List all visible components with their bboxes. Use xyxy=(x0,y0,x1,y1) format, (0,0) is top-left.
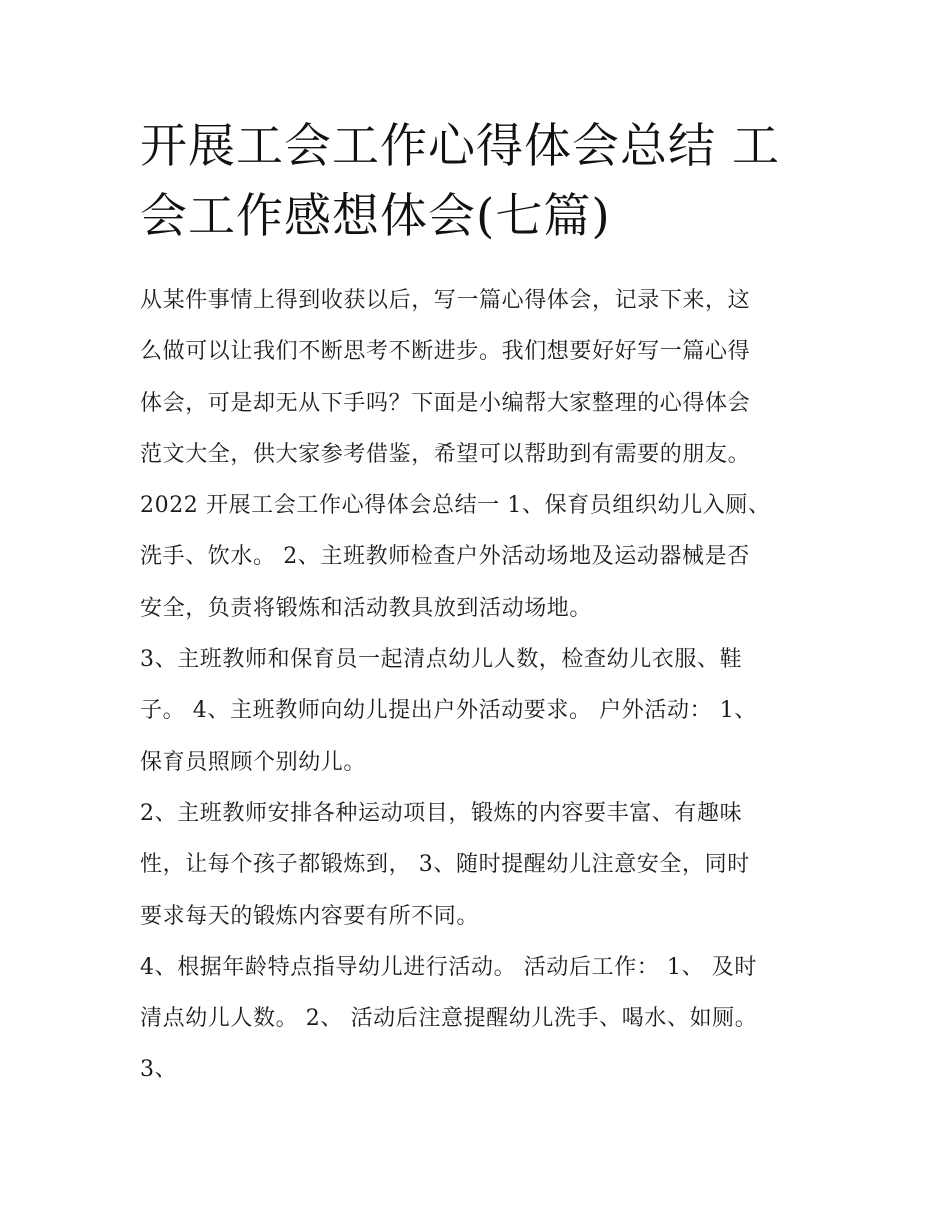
paragraph-line: 4、根据年龄特点指导幼儿进行活动。 活动后工作： 1、 及时 xyxy=(140,954,757,980)
paragraph-line: 保育员照顾个别幼儿。 xyxy=(140,749,367,775)
paragraph-line: 2、主班教师安排各种运动项目，锻炼的内容要丰富、有趣味 xyxy=(140,800,743,826)
paragraph-intro xyxy=(140,281,820,486)
paragraph-line: 范文大全，供大家参考借鉴，希望可以帮助到有需要的朋友。 xyxy=(140,441,751,467)
paragraph-line: 体会，可是却无从下手吗？下面是小编帮大家整理的心得体会 xyxy=(140,390,751,416)
paragraph-line: 清点幼儿人数。 2、 活动后注意提醒幼儿洗手、喝水、如厕。 xyxy=(140,1006,758,1032)
paragraph-step-3 xyxy=(140,640,820,794)
document-body xyxy=(140,281,820,1102)
paragraph-line: 3、主班教师和保育员一起清点幼儿人数，检查幼儿衣服、鞋 xyxy=(140,647,743,673)
paragraph-line: 性，让每个孩子都锻炼到， 3、随时提醒幼儿注意安全，同时 xyxy=(140,852,750,878)
paragraph-line: 么做可以让我们不断思考不断进步。我们想要好好写一篇心得 xyxy=(140,339,751,365)
paragraph-line: 要求每天的锻炼内容要有所不同。 xyxy=(140,903,480,929)
paragraph-line: 2022 开展工会工作心得体会总结一 1、保育员组织幼儿入厕、 xyxy=(140,493,771,519)
paragraph-line: 安全，负责将锻炼和活动教具放到活动场地。 xyxy=(140,595,593,621)
paragraph-section-1 xyxy=(140,486,820,640)
paragraph-line: 从某件事情上得到收获以后，写一篇心得体会，记录下来，这 xyxy=(140,288,751,313)
document-title xyxy=(140,112,820,252)
paragraph-line: 子。 4、主班教师向幼儿提出户外活动要求。 户外活动： 1、 xyxy=(140,698,757,724)
title-line: 开展工会工作心得体会总结 工 xyxy=(140,119,780,174)
title-line: 会工作感想体会(七篇) xyxy=(140,189,611,244)
paragraph-activity xyxy=(140,794,820,948)
paragraph-after-activity xyxy=(140,948,820,1102)
paragraph-line: 洗手、饮水。 2、主班教师检查户外活动场地及运动器械是否 xyxy=(140,544,750,570)
paragraph-line: 3、 xyxy=(140,1057,178,1083)
